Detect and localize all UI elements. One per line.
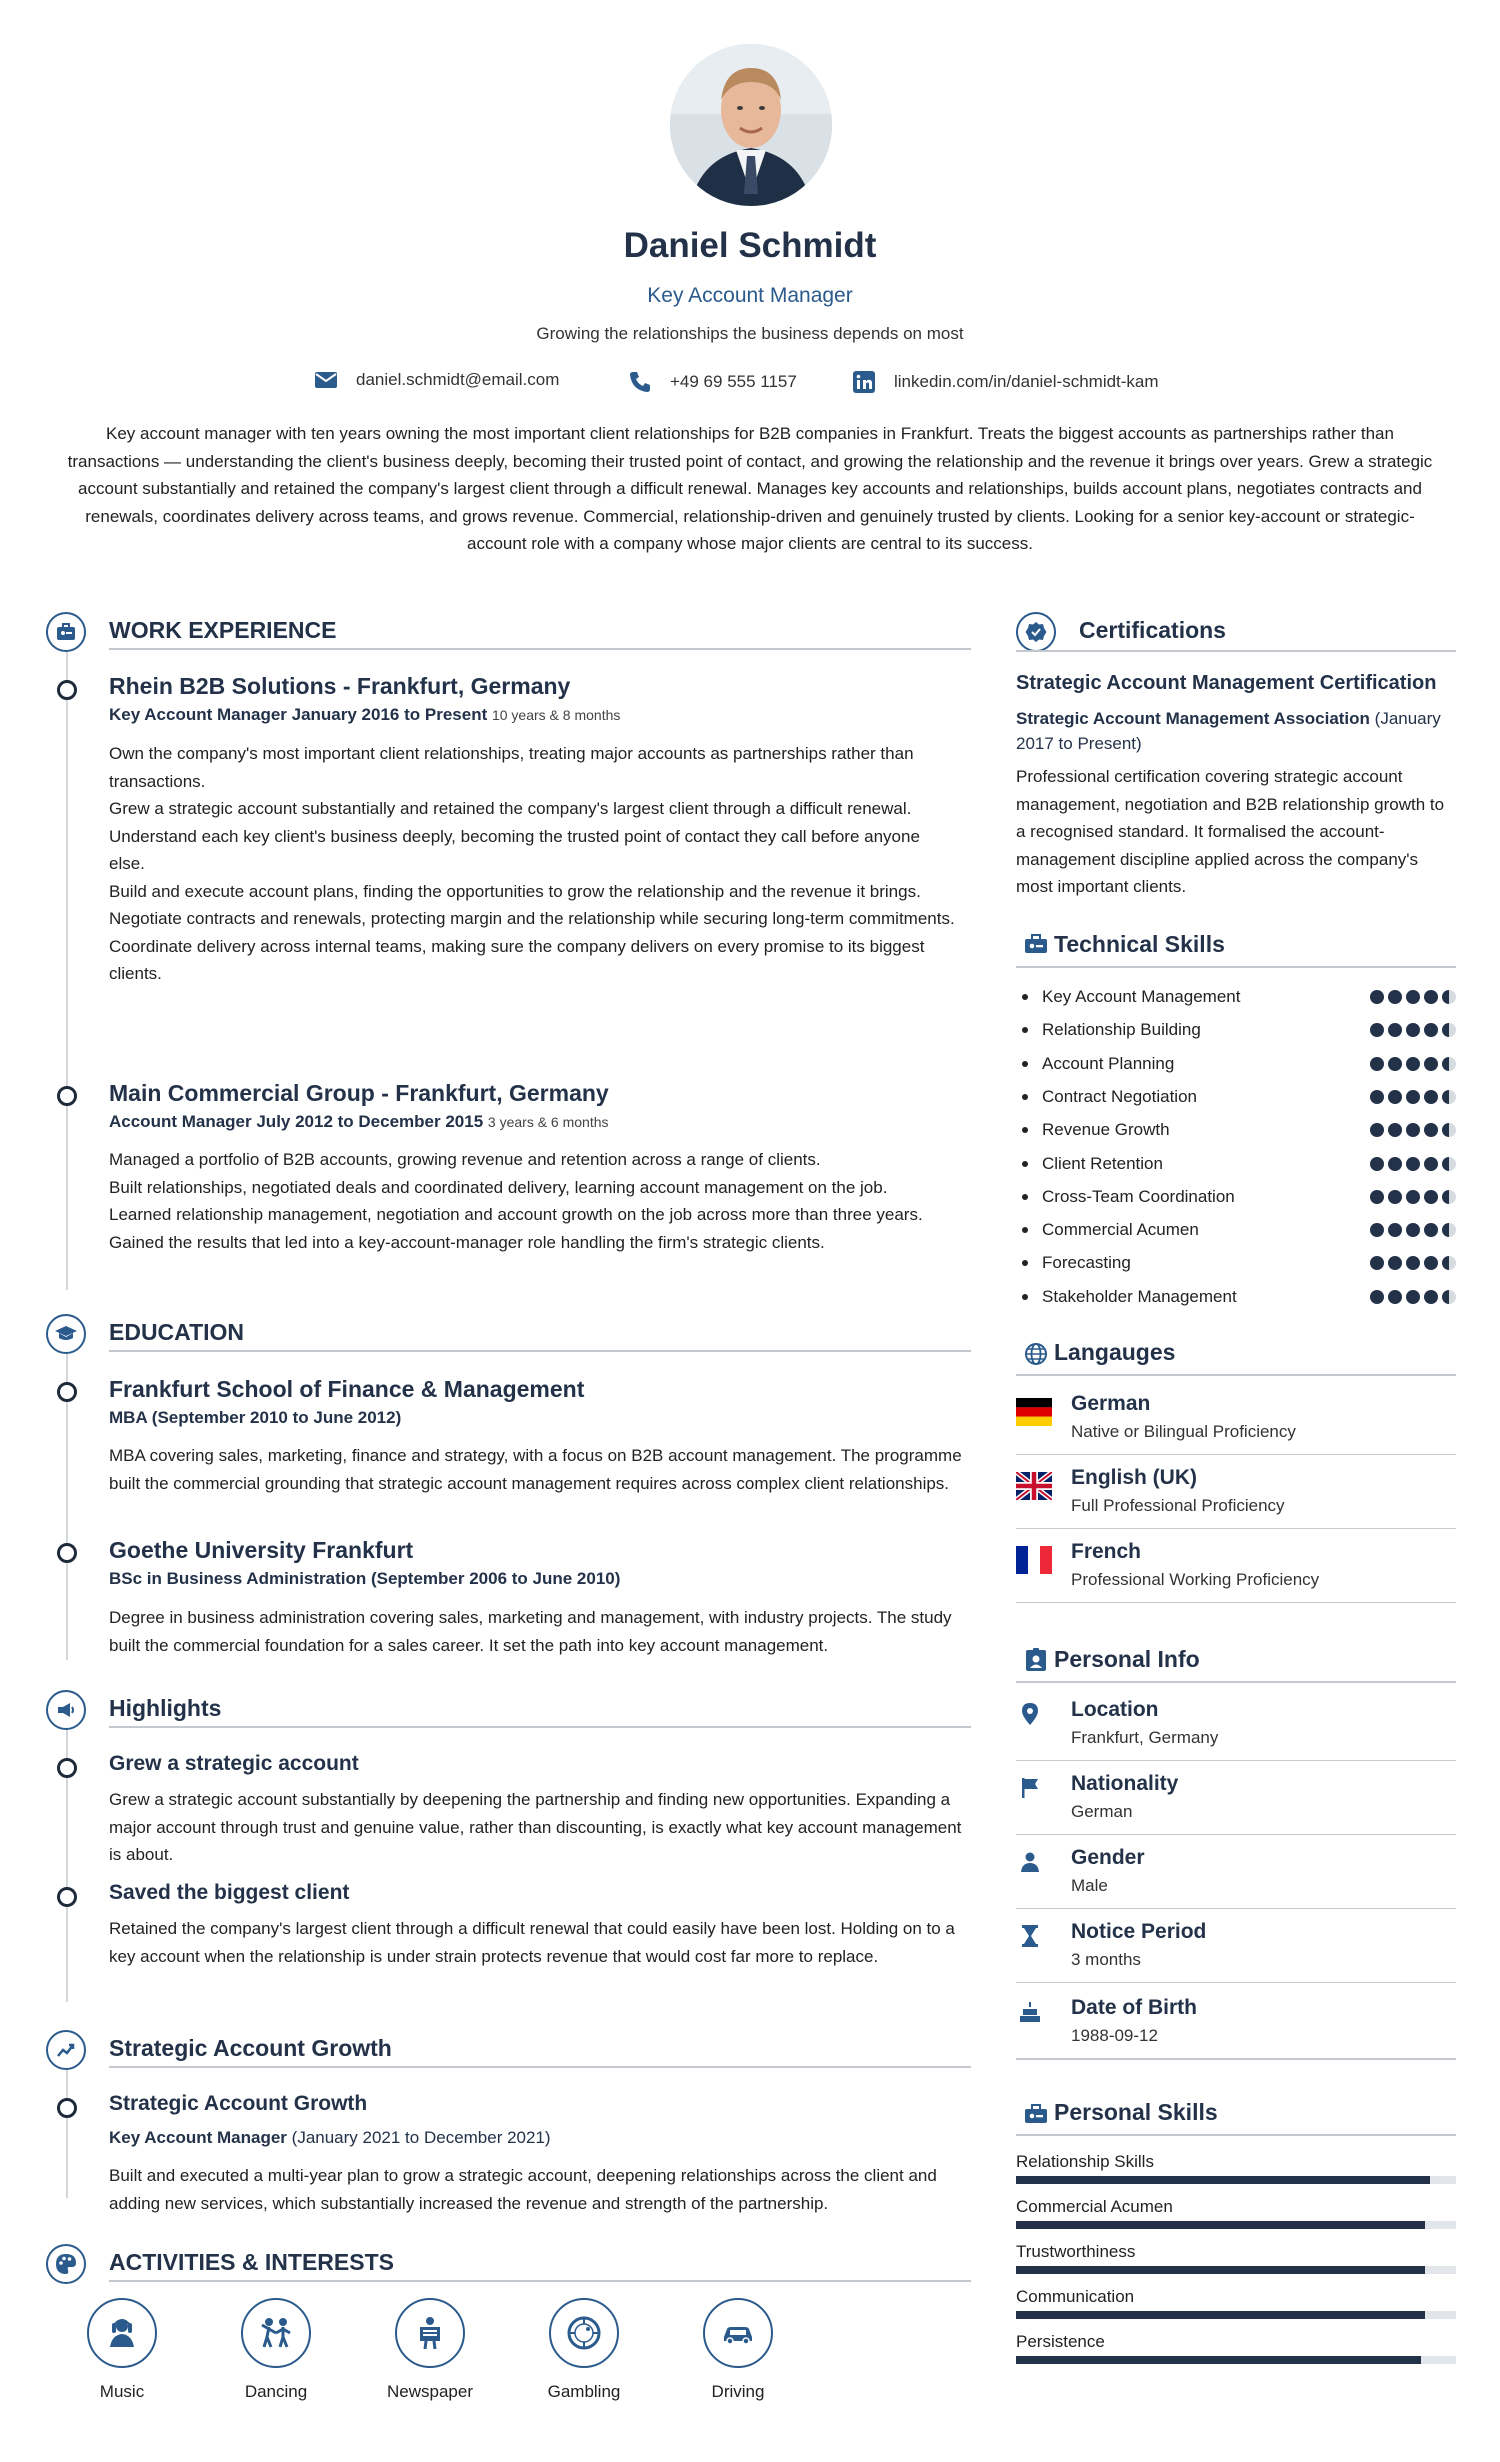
- skill-progress-fill: [1016, 2266, 1425, 2274]
- email-text: daniel.schmidt@email.com: [356, 370, 560, 389]
- rating-dot: [1442, 990, 1456, 1004]
- education-description: MBA covering sales, marketing, finance and strategy, with a focus on B2B account management. The programme built the commercial grounding that strategic account management requires across complex client relationships.: [109, 1446, 962, 1493]
- skill-rating: [1370, 1023, 1456, 1037]
- info-label: Date of Birth: [1071, 1996, 1197, 2019]
- education-divider: [109, 1350, 971, 1352]
- skill-name: Relationship Building: [1042, 1020, 1201, 1040]
- personal-skill: [1016, 2152, 1456, 2184]
- language-name: French: [1071, 1540, 1142, 1563]
- rating-dot: [1442, 1057, 1456, 1071]
- project-role: [109, 2128, 551, 2148]
- bullet: [1022, 1194, 1028, 1200]
- rating-dot: [1370, 1090, 1384, 1104]
- rating-dot: [1370, 1223, 1384, 1237]
- info-separator: [1016, 1908, 1456, 1909]
- skill-rating: [1370, 1290, 1456, 1304]
- phone-icon: [628, 370, 652, 394]
- languages-section-icon: [1016, 1334, 1056, 1374]
- rating-dot: [1424, 1157, 1438, 1171]
- personal-skill-label: Commercial Acumen: [1016, 2197, 1173, 2216]
- interest-item: [62, 2298, 182, 2402]
- interest-item: [678, 2298, 798, 2402]
- highlight-title: Saved the biggest client: [109, 1881, 350, 1904]
- driving-icon: [718, 2313, 758, 2353]
- info-label: Location: [1071, 1698, 1159, 1721]
- list-item: Own the company's most important client relationships, treating major accounts as partnerships rather than transactions.: [109, 744, 914, 791]
- interest-label: Dancing: [244, 2382, 308, 2401]
- certification-name: Strategic Account Management Certification: [1016, 672, 1437, 694]
- candidate-title: Key Account Manager: [647, 284, 853, 307]
- phone-text: +49 69 555 1157: [670, 372, 797, 391]
- email-contact[interactable]: [314, 370, 559, 390]
- work-heading: WORK EXPERIENCE: [109, 617, 337, 643]
- info-label: Notice Period: [1071, 1920, 1207, 1943]
- language-item: [1016, 1540, 1456, 1604]
- certifications-section-icon: [1016, 612, 1056, 652]
- work-section-icon: [46, 612, 86, 652]
- list-item: Built relationships, negotiated deals and coordinated delivery, learning account management on the job.: [109, 1177, 888, 1197]
- list-item: Managed a portfolio of B2B accounts, growing revenue and retention across a range of clients.: [109, 1150, 821, 1169]
- rating-dot: [1442, 1256, 1456, 1270]
- timeline-dot: [57, 680, 77, 700]
- skill-rating: [1370, 1157, 1456, 1171]
- skill-name: Forecasting: [1042, 1253, 1131, 1273]
- rating-dot: [1388, 1023, 1402, 1037]
- personal-info-item: [1016, 1996, 1456, 2066]
- bullet: [1022, 1294, 1028, 1300]
- hourglass-icon: [1021, 1924, 1039, 1948]
- technical-skills-divider: [1016, 966, 1456, 968]
- list-item: Understand each key client's business deeply, becoming the trusted point of contact they call before anyone else.: [109, 826, 920, 873]
- interest-item: [216, 2298, 336, 2402]
- skill-row: [1016, 1149, 1456, 1179]
- skill-name: Contract Negotiation: [1042, 1086, 1197, 1106]
- rating-dot: [1388, 1223, 1402, 1237]
- interest-item: [370, 2298, 490, 2402]
- skill-rating: [1370, 1223, 1456, 1237]
- phone-contact[interactable]: [628, 370, 797, 394]
- bullet: [1022, 1161, 1028, 1167]
- interest-icon-circle: [241, 2298, 311, 2368]
- briefcase-icon: [55, 621, 77, 643]
- list-item: Negotiate contracts and renewals, protecting margin and the relationship while securing long-term commitments.: [109, 909, 955, 928]
- job-duration: 3 years & 6 months: [487, 1114, 609, 1130]
- info-value: Frankfurt, Germany: [1071, 1728, 1219, 1747]
- skill-name: Revenue Growth: [1042, 1120, 1170, 1140]
- personal-info-section-icon: [1016, 1640, 1056, 1680]
- highlight-title: Grew a strategic account: [109, 1752, 359, 1775]
- rating-dot: [1406, 1023, 1420, 1037]
- interest-label: Driving: [711, 2382, 765, 2401]
- cake-icon: [1019, 2001, 1041, 2023]
- degree: [109, 1569, 620, 1589]
- interest-label: Gambling: [547, 2382, 621, 2401]
- skill-progress-bar: [1016, 2311, 1456, 2319]
- list-item: Build and execute account plans, finding the opportunities to grow the relationship and the revenue it brings.: [109, 881, 921, 901]
- contact-bar: [0, 370, 1500, 400]
- language-separator: [1016, 1454, 1456, 1455]
- linkedin-contact[interactable]: [852, 370, 1159, 394]
- language-name: German: [1071, 1392, 1151, 1415]
- skill-row: [1016, 1082, 1456, 1112]
- rating-dot: [1442, 1123, 1456, 1137]
- job-description: [109, 1146, 959, 1256]
- music-icon: [102, 2313, 142, 2353]
- skill-name: Cross-Team Coordination: [1042, 1186, 1235, 1206]
- skill-name: Key Account Management: [1042, 987, 1241, 1006]
- rating-dot: [1370, 1190, 1384, 1204]
- job-company: Main Commercial Group - Frankfurt, Germany: [109, 1080, 609, 1106]
- job-description: [109, 740, 959, 988]
- interest-icon-circle: [549, 2298, 619, 2368]
- rating-dot: [1388, 1057, 1402, 1071]
- technical-skills-section-icon: [1016, 924, 1056, 964]
- skill-progress-bar: [1016, 2356, 1456, 2364]
- project-title: Strategic Account Growth: [109, 2092, 368, 2115]
- personal-skill-label: Persistence: [1016, 2332, 1105, 2351]
- rating-dot: [1424, 1223, 1438, 1237]
- language-separator: [1016, 1528, 1456, 1529]
- rating-dot: [1388, 1157, 1402, 1171]
- skill-rating: [1370, 1090, 1456, 1104]
- personal-skills-heading: Personal Skills: [1054, 2099, 1218, 2125]
- rating-dot: [1406, 1057, 1420, 1071]
- globe-icon: [1024, 1342, 1048, 1366]
- project-heading: Strategic Account Growth: [109, 2035, 392, 2061]
- job-role: [109, 705, 620, 725]
- language-name: English (UK): [1071, 1466, 1197, 1489]
- skill-progress-fill: [1016, 2221, 1425, 2229]
- rating-dot: [1370, 990, 1384, 1004]
- info-separator: [1016, 2058, 1456, 2060]
- skill-row: [1016, 1282, 1456, 1312]
- personal-skill-label: Trustworthiness: [1016, 2242, 1136, 2261]
- rating-dot: [1370, 1157, 1384, 1171]
- rating-dot: [1406, 1290, 1420, 1304]
- flag-icon: [1020, 1777, 1040, 1799]
- interest-label: Music: [99, 2382, 145, 2401]
- skill-rating: [1370, 1256, 1456, 1270]
- briefcase-icon: [1024, 2103, 1048, 2125]
- language-level: Professional Working Proficiency: [1071, 1570, 1320, 1589]
- degree-text: MBA (September 2010 to June 2012): [109, 1408, 402, 1427]
- personal-skill: [1016, 2197, 1456, 2229]
- work-timeline: [66, 650, 68, 1290]
- timeline-dot: [57, 1758, 77, 1778]
- interests-heading: ACTIVITIES & INTERESTS: [109, 2249, 394, 2275]
- bullet: [1022, 1127, 1028, 1133]
- rating-dot: [1370, 1057, 1384, 1071]
- skill-row: [1016, 1115, 1456, 1145]
- timeline-dot: [57, 1382, 77, 1402]
- highlights-heading: Highlights: [109, 1695, 222, 1721]
- skill-rating: [1370, 990, 1456, 1004]
- personal-info-item: [1016, 1698, 1456, 1768]
- rating-dot: [1442, 1190, 1456, 1204]
- info-value: 3 months: [1071, 1950, 1141, 1969]
- rating-dot: [1424, 1190, 1438, 1204]
- timeline-dot: [57, 1543, 77, 1563]
- personal-skill: [1016, 2332, 1456, 2364]
- info-separator: [1016, 1834, 1456, 1835]
- skill-name: Account Planning: [1042, 1053, 1175, 1073]
- education-description: Degree in business administration covering sales, marketing and management, with industry projects. The study built the commercial foundation for a sales career. It set the path into key account management.: [109, 1608, 952, 1655]
- certification-dates: (January 2017 to Present): [1016, 709, 1441, 753]
- id-card-icon: [1025, 1648, 1047, 1672]
- rating-dot: [1406, 1123, 1420, 1137]
- badge-icon: [1025, 621, 1047, 643]
- project-dates: (January 2021 to December 2021): [291, 2128, 551, 2147]
- rating-dot: [1388, 1123, 1402, 1137]
- bullet: [1022, 1260, 1028, 1266]
- rating-dot: [1424, 1090, 1438, 1104]
- list-item: Coordinate delivery across internal teams, making sure the company delivers on every promise to its biggest clients.: [109, 936, 925, 983]
- skill-row: [1016, 1215, 1456, 1245]
- job-role-dates: Key Account Manager January 2016 to Present: [109, 705, 488, 724]
- bullet: [1022, 1227, 1028, 1233]
- rating-dot: [1442, 1223, 1456, 1237]
- skill-row: [1016, 982, 1456, 1012]
- interest-icon-circle: [87, 2298, 157, 2368]
- list-item: Gained the results that led into a key-account-manager role handling the firm's strategic clients.: [109, 1232, 825, 1252]
- rating-dot: [1406, 990, 1420, 1004]
- candidate-tagline: Growing the relationships the business depends on most: [536, 324, 964, 343]
- rating-dot: [1442, 1090, 1456, 1104]
- bullet: [1022, 1027, 1028, 1033]
- job-role: [109, 1112, 609, 1132]
- personal-info-item: [1016, 1846, 1456, 1916]
- skill-progress-fill: [1016, 2176, 1430, 2184]
- personal-skill-label: Communication: [1016, 2287, 1135, 2306]
- rating-dot: [1370, 1290, 1384, 1304]
- rating-dot: [1442, 1157, 1456, 1171]
- interest-item: [524, 2298, 644, 2402]
- certifications-divider: [1016, 650, 1456, 652]
- info-value: German: [1071, 1802, 1133, 1821]
- skill-row: [1016, 1182, 1456, 1212]
- briefcase-icon: [1024, 933, 1048, 955]
- education-section-icon: [46, 1314, 86, 1354]
- job-company: Rhein B2B Solutions - Frankfurt, Germany: [109, 673, 571, 699]
- personal-info-item: [1016, 1920, 1456, 1990]
- timeline-dot: [57, 1086, 77, 1106]
- skill-name: Stakeholder Management: [1042, 1286, 1237, 1306]
- education-heading: EDUCATION: [109, 1319, 245, 1345]
- personal-info-divider: [1016, 1681, 1456, 1683]
- skill-row: [1016, 1248, 1456, 1278]
- project-timeline: [66, 2068, 68, 2198]
- rating-dot: [1370, 1256, 1384, 1270]
- rating-dot: [1406, 1256, 1420, 1270]
- professional-summary: Key account manager with ten years owning the most important client relationships for B2B companies in Frankfurt. Treats the biggest accounts as partnerships rather than transactions — understanding the client's business deeply, becoming their trusted point of contact, and growing the relationship and the revenue it brings over years. Grew a strategic account substantially and retained the company's largest client through a difficult renewal. Manages key accounts and relationships, builds account plans, negotiates contracts and renewals, coordinates delivery across teams, and grows revenue. Commercial, relationship-driven and genuinely trusted by clients. Looking for a senior key-account or strategic-account role with a company whose major clients are central to its success.: [67, 424, 1433, 553]
- skill-progress-fill: [1016, 2311, 1425, 2319]
- language-item: [1016, 1466, 1456, 1530]
- interest-label: Newspaper: [387, 2382, 473, 2401]
- school-name: Goethe University Frankfurt: [109, 1537, 414, 1563]
- certifications-heading: Certifications: [1079, 617, 1226, 643]
- rating-dot: [1424, 1123, 1438, 1137]
- interests-section-icon: [46, 2244, 86, 2284]
- growth-chart-icon: [55, 2039, 77, 2061]
- skill-progress-bar: [1016, 2176, 1456, 2184]
- skill-rating: [1370, 1190, 1456, 1204]
- rating-dot: [1388, 1190, 1402, 1204]
- person-icon: [1020, 1851, 1040, 1873]
- project-divider: [109, 2066, 971, 2068]
- language-level: Full Professional Proficiency: [1071, 1496, 1285, 1515]
- highlight-description: Retained the company's largest client through a difficult renewal that could easily have been lost. Holding on to a key account when the relationship is under strain protects revenue that would cost far more to replace.: [109, 1919, 955, 1966]
- bullet: [1022, 1094, 1028, 1100]
- certification-org: [1016, 706, 1456, 756]
- rating-dot: [1406, 1157, 1420, 1171]
- highlights-section-icon: [46, 1690, 86, 1730]
- personal-skill: [1016, 2287, 1456, 2319]
- timeline-dot: [57, 2098, 77, 2118]
- rating-dot: [1388, 1290, 1402, 1304]
- certification-description: Professional certification covering strategic account management, negotiation and B2B relationship growth to a recognised standard. It formalised the account-management discipline applied across the company's most important clients.: [1016, 767, 1445, 896]
- certification-org-name: Strategic Account Management Association: [1016, 709, 1370, 728]
- info-separator: [1016, 1760, 1456, 1761]
- personal-info-item: [1016, 1772, 1456, 1842]
- language-separator: [1016, 1602, 1456, 1603]
- uk-flag: [1016, 1472, 1052, 1500]
- linkedin-icon: [852, 370, 876, 394]
- germany-flag: [1016, 1398, 1052, 1426]
- profile-photo: [670, 44, 832, 206]
- skill-name: Client Retention: [1042, 1153, 1163, 1173]
- gambling-icon: [564, 2313, 604, 2353]
- rating-dot: [1388, 990, 1402, 1004]
- newspaper-icon: [410, 2313, 450, 2353]
- job-duration: 10 years & 8 months: [491, 707, 621, 723]
- timeline-dot: [57, 1887, 77, 1907]
- rating-dot: [1406, 1223, 1420, 1237]
- highlight-description: Grew a strategic account substantially by deepening the partnership and finding new opportunities. Expanding a major account through trust and genuine value, rather than discounting, is exactly what key account management is about.: [109, 1790, 962, 1864]
- info-value: Male: [1071, 1876, 1108, 1895]
- skill-progress-bar: [1016, 2221, 1456, 2229]
- work-divider: [109, 648, 971, 650]
- info-separator: [1016, 1982, 1456, 1983]
- degree-text: BSc in Business Administration (September 2006 to June 2010): [109, 1569, 621, 1588]
- rating-dot: [1388, 1090, 1402, 1104]
- rating-dot: [1424, 1256, 1438, 1270]
- skill-rating: [1370, 1057, 1456, 1071]
- project-section-icon: [46, 2030, 86, 2070]
- rating-dot: [1406, 1090, 1420, 1104]
- info-value: 1988-09-12: [1071, 2026, 1158, 2045]
- skill-row: [1016, 1049, 1456, 1079]
- bullet: [1022, 994, 1028, 1000]
- skill-rating: [1370, 1123, 1456, 1137]
- interests-divider: [109, 2280, 971, 2282]
- skill-row: [1016, 1015, 1456, 1045]
- project-role-text: Key Account Manager: [109, 2128, 287, 2147]
- school-name: Frankfurt School of Finance & Management: [109, 1376, 585, 1402]
- location-pin-icon: [1021, 1702, 1039, 1726]
- skill-progress-bar: [1016, 2266, 1456, 2274]
- personal-skills-divider: [1016, 2134, 1456, 2136]
- language-level: Native or Bilingual Proficiency: [1071, 1422, 1296, 1441]
- skill-progress-fill: [1016, 2356, 1421, 2364]
- rating-dot: [1442, 1023, 1456, 1037]
- list-item: Learned relationship management, negotiation and account growth on the job across more than three years.: [109, 1205, 923, 1224]
- info-label: Nationality: [1071, 1772, 1179, 1795]
- palette-icon: [54, 2252, 78, 2276]
- rating-dot: [1424, 1290, 1438, 1304]
- languages-divider: [1016, 1374, 1456, 1376]
- france-flag: [1016, 1546, 1052, 1574]
- personal-skill: [1016, 2242, 1456, 2274]
- language-item: [1016, 1392, 1456, 1456]
- degree: [109, 1408, 401, 1428]
- bullet: [1022, 1061, 1028, 1067]
- languages-heading: Langauges: [1054, 1339, 1176, 1365]
- interest-icon-circle: [395, 2298, 465, 2368]
- candidate-name: Daniel Schmidt: [623, 226, 877, 265]
- personal-skills-section-icon: [1016, 2094, 1056, 2134]
- technical-skills-heading: Technical Skills: [1054, 931, 1225, 957]
- rating-dot: [1424, 1057, 1438, 1071]
- dancing-icon: [256, 2313, 296, 2353]
- megaphone-icon: [55, 1700, 77, 1720]
- interest-icon-circle: [703, 2298, 773, 2368]
- rating-dot: [1406, 1190, 1420, 1204]
- job-role-dates: Account Manager July 2012 to December 2015: [109, 1112, 484, 1131]
- rating-dot: [1370, 1023, 1384, 1037]
- rating-dot: [1388, 1256, 1402, 1270]
- rating-dot: [1442, 1290, 1456, 1304]
- email-icon: [314, 370, 338, 390]
- rating-dot: [1424, 990, 1438, 1004]
- personal-info-heading: Personal Info: [1054, 1646, 1200, 1672]
- rating-dot: [1370, 1123, 1384, 1137]
- highlights-divider: [109, 1726, 971, 1728]
- list-item: Grew a strategic account substantially and retained the company's largest client through a difficult renewal.: [109, 799, 912, 818]
- personal-skill-label: Relationship Skills: [1016, 2152, 1154, 2171]
- graduation-cap-icon: [54, 1324, 78, 1344]
- rating-dot: [1424, 1023, 1438, 1037]
- project-description: Built and executed a multi-year plan to grow a strategic account, deepening relationships across the client and adding new services, which substantially increased the revenue and strength of the partnership.: [109, 2166, 937, 2213]
- skill-name: Commercial Acumen: [1042, 1220, 1199, 1240]
- info-label: Gender: [1071, 1846, 1145, 1869]
- linkedin-text: linkedin.com/in/daniel-schmidt-kam: [894, 372, 1159, 391]
